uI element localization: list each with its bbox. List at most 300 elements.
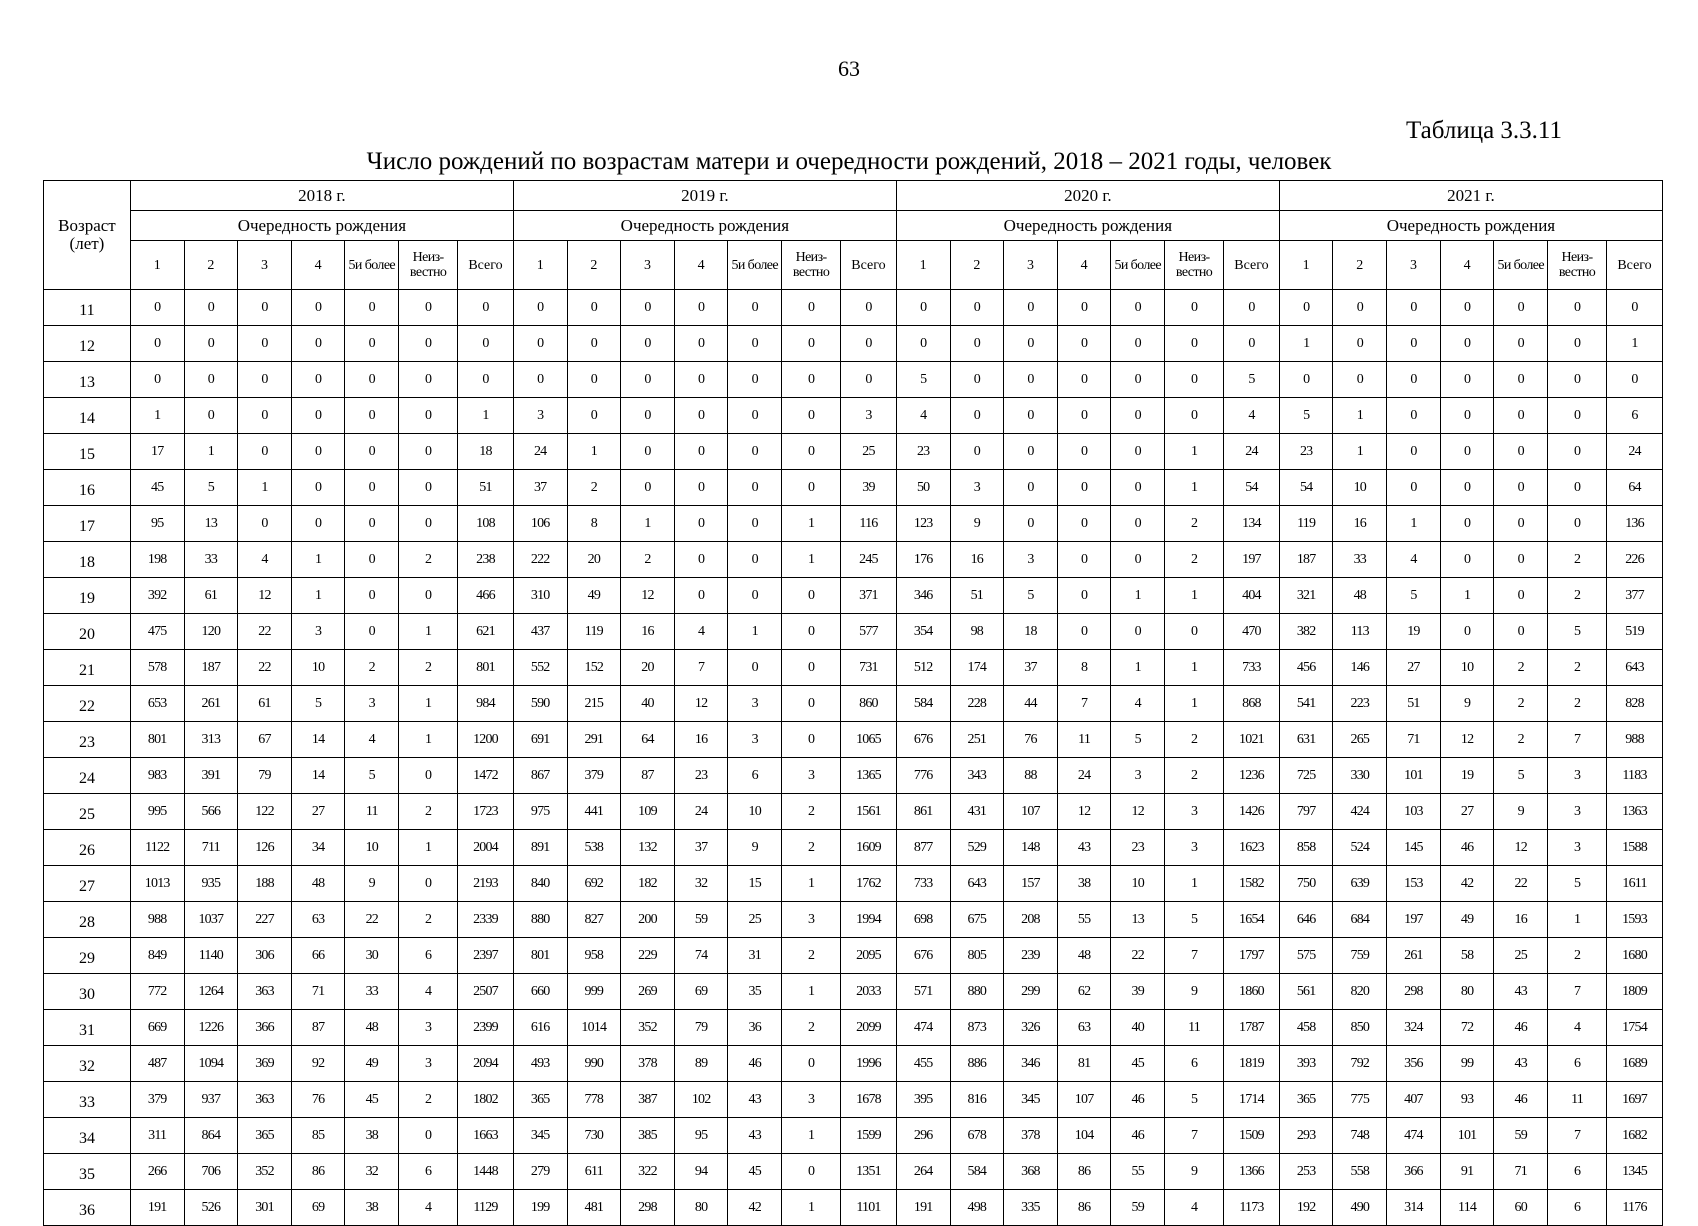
value-cell: 0 <box>1111 326 1165 362</box>
value-cell: 223 <box>1333 686 1387 722</box>
value-cell: 101 <box>1440 1118 1494 1154</box>
value-cell: 0 <box>1494 434 1548 470</box>
value-cell: 10 <box>1333 470 1387 506</box>
column-header: 2 <box>567 241 621 290</box>
value-cell: 0 <box>1057 326 1111 362</box>
value-cell: 584 <box>896 686 950 722</box>
value-cell: 538 <box>567 830 621 866</box>
value-cell: 301 <box>238 1190 292 1226</box>
value-cell: 45 <box>130 470 184 506</box>
value-cell: 24 <box>513 434 567 470</box>
value-cell: 50 <box>896 470 950 506</box>
value-cell: 48 <box>291 866 345 902</box>
value-cell: 43 <box>1057 830 1111 866</box>
value-cell: 8 <box>1057 650 1111 686</box>
value-cell: 0 <box>896 290 950 326</box>
value-cell: 261 <box>1387 938 1441 974</box>
value-cell: 0 <box>184 398 238 434</box>
value-cell: 0 <box>1387 362 1441 398</box>
value-cell: 558 <box>1333 1154 1387 1190</box>
value-cell: 0 <box>1111 470 1165 506</box>
value-cell: 3 <box>1165 794 1224 830</box>
value-cell: 352 <box>621 1010 675 1046</box>
value-cell: 0 <box>1387 290 1441 326</box>
value-cell: 1 <box>1165 686 1224 722</box>
value-cell: 776 <box>896 758 950 794</box>
value-cell: 0 <box>345 542 399 578</box>
value-cell: 0 <box>345 362 399 398</box>
value-cell: 61 <box>238 686 292 722</box>
value-cell: 377 <box>1607 578 1663 614</box>
age-cell: 26 <box>44 830 131 866</box>
value-cell: 12 <box>674 686 728 722</box>
value-cell: 3 <box>399 1046 458 1082</box>
value-cell: 27 <box>291 794 345 830</box>
value-cell: 2 <box>1548 650 1607 686</box>
value-cell: 64 <box>621 722 675 758</box>
value-cell: 886 <box>950 1046 1004 1082</box>
value-cell: 0 <box>674 506 728 542</box>
value-cell: 89 <box>674 1046 728 1082</box>
value-cell: 6 <box>1548 1046 1607 1082</box>
value-cell: 136 <box>1607 506 1663 542</box>
value-cell: 16 <box>621 614 675 650</box>
value-cell: 5 <box>1165 902 1224 938</box>
value-cell: 15 <box>728 866 782 902</box>
value-cell: 7 <box>1548 974 1607 1010</box>
value-cell: 0 <box>1548 434 1607 470</box>
value-cell: 643 <box>1607 650 1663 686</box>
value-cell: 0 <box>399 506 458 542</box>
value-cell: 820 <box>1333 974 1387 1010</box>
value-cell: 191 <box>896 1190 950 1226</box>
value-cell: 0 <box>513 362 567 398</box>
value-cell: 937 <box>184 1082 238 1118</box>
value-cell: 7 <box>674 650 728 686</box>
value-cell: 43 <box>1494 974 1548 1010</box>
value-cell: 253 <box>1279 1154 1333 1190</box>
value-cell: 343 <box>950 758 1004 794</box>
value-cell: 5 <box>345 758 399 794</box>
value-cell: 0 <box>399 362 458 398</box>
value-cell: 4 <box>1165 1190 1224 1226</box>
table-row <box>44 362 1663 398</box>
value-cell: 371 <box>841 578 897 614</box>
value-cell: 983 <box>130 758 184 794</box>
value-cell: 2 <box>1548 542 1607 578</box>
value-cell: 379 <box>130 1082 184 1118</box>
value-cell: 227 <box>238 902 292 938</box>
value-cell: 481 <box>567 1190 621 1226</box>
value-cell: 23 <box>896 434 950 470</box>
value-cell: 25 <box>728 902 782 938</box>
value-cell: 828 <box>1607 686 1663 722</box>
value-cell: 3 <box>291 614 345 650</box>
value-cell: 54 <box>1279 470 1333 506</box>
value-cell: 1264 <box>184 974 238 1010</box>
order-header: Очередность рождения <box>1279 211 1662 241</box>
value-cell: 1 <box>1165 866 1224 902</box>
value-cell: 11 <box>1548 1082 1607 1118</box>
value-cell: 5 <box>1387 578 1441 614</box>
value-cell: 215 <box>567 686 621 722</box>
value-cell: 88 <box>1004 758 1058 794</box>
value-cell: 369 <box>238 1046 292 1082</box>
value-cell: 935 <box>184 866 238 902</box>
value-cell: 393 <box>1279 1046 1333 1082</box>
value-cell: 5 <box>1165 1082 1224 1118</box>
value-cell: 2 <box>399 542 458 578</box>
value-cell: 0 <box>1165 398 1224 434</box>
value-cell: 1 <box>1387 506 1441 542</box>
value-cell: 30 <box>345 938 399 974</box>
value-cell: 801 <box>513 938 567 974</box>
value-cell: 2399 <box>458 1010 514 1046</box>
value-cell: 0 <box>1004 362 1058 398</box>
value-cell: 392 <box>130 578 184 614</box>
value-cell: 0 <box>291 470 345 506</box>
table-label: Таблица 3.3.11 <box>1406 117 1562 144</box>
value-cell: 0 <box>1004 506 1058 542</box>
value-cell: 24 <box>1607 434 1663 470</box>
value-cell: 1 <box>399 686 458 722</box>
value-cell: 363 <box>238 974 292 1010</box>
column-header: Всего <box>841 241 897 290</box>
value-cell: 1 <box>1111 650 1165 686</box>
value-cell: 0 <box>184 362 238 398</box>
value-cell: 0 <box>1057 470 1111 506</box>
value-cell: 1994 <box>841 902 897 938</box>
value-cell: 192 <box>1279 1190 1333 1226</box>
value-cell: 849 <box>130 938 184 974</box>
value-cell: 46 <box>1111 1118 1165 1154</box>
value-cell: 0 <box>674 470 728 506</box>
value-cell: 3 <box>1165 830 1224 866</box>
value-cell: 107 <box>1004 794 1058 830</box>
value-cell: 38 <box>1057 866 1111 902</box>
value-cell: 0 <box>1548 398 1607 434</box>
value-cell: 40 <box>621 686 675 722</box>
value-cell: 0 <box>399 398 458 434</box>
value-cell: 238 <box>458 542 514 578</box>
value-cell: 12 <box>1494 830 1548 866</box>
year-header: 2020 г. <box>896 181 1279 211</box>
value-cell: 76 <box>291 1082 345 1118</box>
table-row <box>44 1190 1663 1226</box>
value-cell: 0 <box>513 326 567 362</box>
value-cell: 0 <box>782 470 841 506</box>
age-cell: 12 <box>44 326 131 362</box>
year-header: 2019 г. <box>513 181 896 211</box>
value-cell: 1762 <box>841 866 897 902</box>
value-cell: 0 <box>399 290 458 326</box>
value-cell: 1 <box>1333 434 1387 470</box>
value-cell: 34 <box>291 830 345 866</box>
value-cell: 0 <box>130 290 184 326</box>
table-row <box>44 866 1663 902</box>
value-cell: 698 <box>896 902 950 938</box>
value-cell: 2397 <box>458 938 514 974</box>
value-cell: 313 <box>184 722 238 758</box>
value-cell: 104 <box>1057 1118 1111 1154</box>
value-cell: 1599 <box>841 1118 897 1154</box>
value-cell: 0 <box>1548 506 1607 542</box>
value-cell: 229 <box>621 938 675 974</box>
value-cell: 1448 <box>458 1154 514 1190</box>
value-cell: 684 <box>1333 902 1387 938</box>
value-cell: 103 <box>1387 794 1441 830</box>
value-cell: 0 <box>567 398 621 434</box>
value-cell: 1678 <box>841 1082 897 1118</box>
value-cell: 0 <box>841 290 897 326</box>
value-cell: 1754 <box>1607 1010 1663 1046</box>
value-cell: 1037 <box>184 902 238 938</box>
value-cell: 0 <box>1494 326 1548 362</box>
value-cell: 20 <box>567 542 621 578</box>
value-cell: 11 <box>345 794 399 830</box>
age-cell: 17 <box>44 506 131 542</box>
value-cell: 975 <box>513 794 567 830</box>
value-cell: 3 <box>1111 758 1165 794</box>
value-cell: 19 <box>1387 614 1441 650</box>
value-cell: 0 <box>728 470 782 506</box>
value-cell: 631 <box>1279 722 1333 758</box>
value-cell: 0 <box>399 758 458 794</box>
value-cell: 0 <box>1548 470 1607 506</box>
value-cell: 198 <box>130 542 184 578</box>
value-cell: 1697 <box>1607 1082 1663 1118</box>
value-cell: 352 <box>238 1154 292 1190</box>
value-cell: 0 <box>130 362 184 398</box>
value-cell: 321 <box>1279 578 1333 614</box>
value-cell: 11 <box>1165 1010 1224 1046</box>
value-cell: 42 <box>728 1190 782 1226</box>
value-cell: 0 <box>950 290 1004 326</box>
value-cell: 0 <box>238 362 292 398</box>
value-cell: 4 <box>1387 542 1441 578</box>
value-cell: 14 <box>291 758 345 794</box>
value-cell: 0 <box>674 578 728 614</box>
table-row <box>44 326 1663 362</box>
age-cell: 33 <box>44 1082 131 1118</box>
value-cell: 0 <box>1548 290 1607 326</box>
value-cell: 0 <box>1440 470 1494 506</box>
value-cell: 0 <box>291 506 345 542</box>
value-cell: 1 <box>1440 578 1494 614</box>
value-cell: 850 <box>1333 1010 1387 1046</box>
value-cell: 187 <box>184 650 238 686</box>
value-cell: 63 <box>291 902 345 938</box>
value-cell: 675 <box>950 902 1004 938</box>
value-cell: 0 <box>345 614 399 650</box>
value-cell: 0 <box>1165 290 1224 326</box>
value-cell: 322 <box>621 1154 675 1190</box>
value-cell: 45 <box>728 1154 782 1190</box>
value-cell: 2 <box>345 650 399 686</box>
value-cell: 174 <box>950 650 1004 686</box>
value-cell: 678 <box>950 1118 1004 1154</box>
value-cell: 1236 <box>1224 758 1280 794</box>
value-cell: 0 <box>950 326 1004 362</box>
table-row <box>44 902 1663 938</box>
value-cell: 0 <box>345 290 399 326</box>
value-cell: 1 <box>130 398 184 434</box>
value-cell: 1663 <box>458 1118 514 1154</box>
value-cell: 1129 <box>458 1190 514 1226</box>
value-cell: 87 <box>291 1010 345 1046</box>
age-cell: 34 <box>44 1118 131 1154</box>
value-cell: 43 <box>728 1082 782 1118</box>
value-cell: 0 <box>950 434 1004 470</box>
value-cell: 775 <box>1333 1082 1387 1118</box>
value-cell: 80 <box>1440 974 1494 1010</box>
value-cell: 59 <box>1494 1118 1548 1154</box>
value-cell: 0 <box>896 326 950 362</box>
value-cell: 23 <box>674 758 728 794</box>
value-cell: 1200 <box>458 722 514 758</box>
value-cell: 311 <box>130 1118 184 1154</box>
column-header: 3 <box>1004 241 1058 290</box>
column-header: 1 <box>130 241 184 290</box>
value-cell: 0 <box>1111 506 1165 542</box>
value-cell: 48 <box>345 1010 399 1046</box>
value-cell: 566 <box>184 794 238 830</box>
value-cell: 1 <box>1607 326 1663 362</box>
value-cell: 1 <box>458 398 514 434</box>
value-cell: 0 <box>1494 398 1548 434</box>
column-header: 5и более <box>345 241 399 290</box>
value-cell: 61 <box>184 578 238 614</box>
column-header: 5и более <box>1494 241 1548 290</box>
value-cell: 69 <box>674 974 728 1010</box>
value-cell: 0 <box>567 362 621 398</box>
value-cell: 94 <box>674 1154 728 1190</box>
value-cell: 99 <box>1440 1046 1494 1082</box>
table-row <box>44 758 1663 794</box>
value-cell: 7 <box>1165 1118 1224 1154</box>
column-header: Неиз-вестно <box>1165 241 1224 290</box>
value-cell: 1013 <box>130 866 184 902</box>
value-cell: 0 <box>1004 470 1058 506</box>
value-cell: 1366 <box>1224 1154 1280 1190</box>
value-cell: 1 <box>1111 578 1165 614</box>
value-cell: 1363 <box>1607 794 1663 830</box>
value-cell: 1 <box>1548 902 1607 938</box>
value-cell: 3 <box>1004 542 1058 578</box>
value-cell: 0 <box>1494 506 1548 542</box>
value-cell: 279 <box>513 1154 567 1190</box>
value-cell: 529 <box>950 830 1004 866</box>
column-header: Неиз-вестно <box>1548 241 1607 290</box>
value-cell: 873 <box>950 1010 1004 1046</box>
value-cell: 0 <box>1494 578 1548 614</box>
column-header: 1 <box>1279 241 1333 290</box>
value-cell: 6 <box>1165 1046 1224 1082</box>
value-cell: 0 <box>1494 542 1548 578</box>
value-cell: 0 <box>1057 506 1111 542</box>
value-cell: 0 <box>621 398 675 434</box>
value-cell: 2 <box>782 938 841 974</box>
value-cell: 1 <box>1165 434 1224 470</box>
table-row <box>44 1046 1663 1082</box>
value-cell: 470 <box>1224 614 1280 650</box>
value-cell: 458 <box>1279 1010 1333 1046</box>
value-cell: 0 <box>782 290 841 326</box>
value-cell: 0 <box>1111 434 1165 470</box>
value-cell: 69 <box>291 1190 345 1226</box>
value-cell: 0 <box>728 650 782 686</box>
value-cell: 146 <box>1333 650 1387 686</box>
value-cell: 731 <box>841 650 897 686</box>
value-cell: 16 <box>950 542 1004 578</box>
value-cell: 0 <box>1057 614 1111 650</box>
value-cell: 1723 <box>458 794 514 830</box>
value-cell: 134 <box>1224 506 1280 542</box>
value-cell: 46 <box>1494 1010 1548 1046</box>
value-cell: 95 <box>674 1118 728 1154</box>
value-cell: 40 <box>1111 1010 1165 1046</box>
value-cell: 38 <box>345 1190 399 1226</box>
value-cell: 0 <box>458 290 514 326</box>
value-cell: 197 <box>1387 902 1441 938</box>
value-cell: 474 <box>1387 1118 1441 1154</box>
value-cell: 114 <box>1440 1190 1494 1226</box>
value-cell: 0 <box>1387 434 1441 470</box>
column-header: 2 <box>1333 241 1387 290</box>
value-cell: 3 <box>728 722 782 758</box>
value-cell: 113 <box>1333 614 1387 650</box>
value-cell: 1654 <box>1224 902 1280 938</box>
table-row <box>44 974 1663 1010</box>
value-cell: 0 <box>399 866 458 902</box>
age-cell: 23 <box>44 722 131 758</box>
value-cell: 456 <box>1279 650 1333 686</box>
value-cell: 126 <box>238 830 292 866</box>
value-cell: 455 <box>896 1046 950 1082</box>
value-cell: 8 <box>567 506 621 542</box>
value-cell: 43 <box>1494 1046 1548 1082</box>
value-cell: 1 <box>238 470 292 506</box>
value-cell: 222 <box>513 542 567 578</box>
value-cell: 9 <box>1165 1154 1224 1190</box>
value-cell: 1509 <box>1224 1118 1280 1154</box>
value-cell: 11 <box>1057 722 1111 758</box>
value-cell: 524 <box>1333 830 1387 866</box>
value-cell: 12 <box>1440 722 1494 758</box>
value-cell: 9 <box>1440 686 1494 722</box>
value-cell: 2 <box>1494 650 1548 686</box>
value-cell: 1426 <box>1224 794 1280 830</box>
column-header: 4 <box>674 241 728 290</box>
value-cell: 541 <box>1279 686 1333 722</box>
value-cell: 365 <box>513 1082 567 1118</box>
value-cell: 0 <box>1224 290 1280 326</box>
value-cell: 314 <box>1387 1190 1441 1226</box>
value-cell: 653 <box>130 686 184 722</box>
value-cell: 778 <box>567 1082 621 1118</box>
value-cell: 0 <box>674 542 728 578</box>
column-header: 3 <box>621 241 675 290</box>
value-cell: 1014 <box>567 1010 621 1046</box>
value-cell: 4 <box>345 722 399 758</box>
value-cell: 49 <box>1440 902 1494 938</box>
age-cell: 18 <box>44 542 131 578</box>
value-cell: 38 <box>345 1118 399 1154</box>
value-cell: 0 <box>1057 398 1111 434</box>
value-cell: 79 <box>238 758 292 794</box>
value-cell: 867 <box>513 758 567 794</box>
value-cell: 1094 <box>184 1046 238 1082</box>
